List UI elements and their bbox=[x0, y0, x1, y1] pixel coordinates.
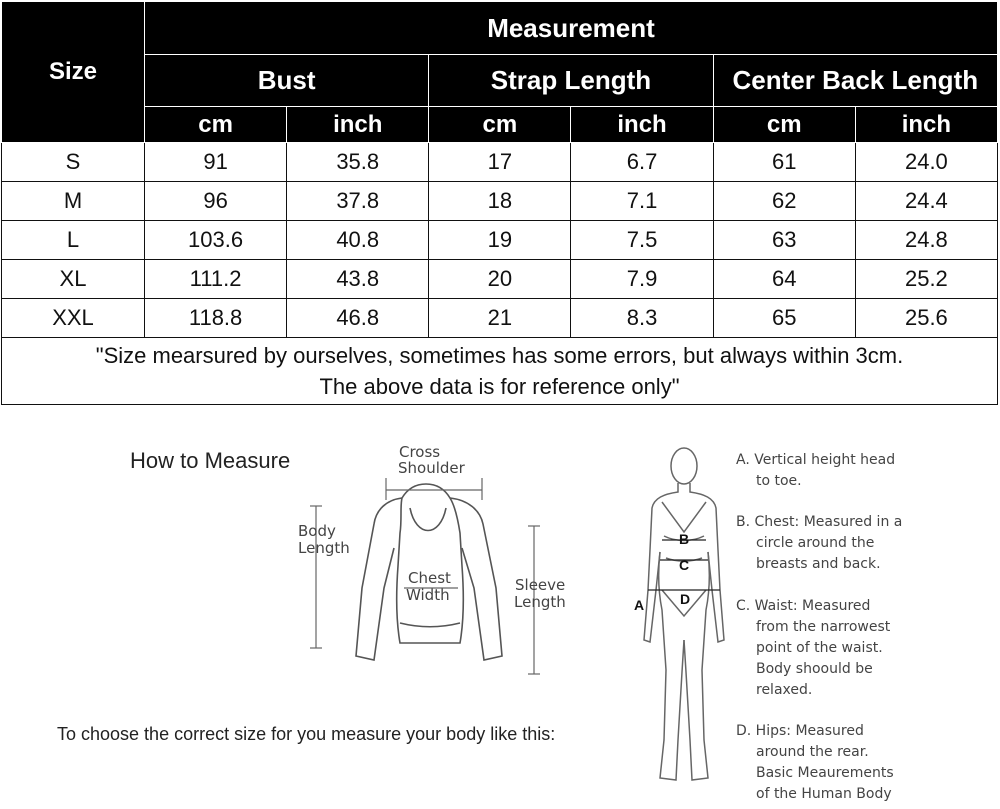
table-cell: 91 bbox=[145, 143, 287, 182]
table-cell: 64 bbox=[713, 260, 855, 299]
table-cell: 35.8 bbox=[287, 143, 429, 182]
table-row bbox=[2, 182, 998, 221]
description-line: from the narrowest bbox=[756, 619, 891, 635]
description-line: to toe. bbox=[756, 473, 802, 489]
table-cell: 20 bbox=[429, 260, 571, 299]
marker-b: B bbox=[679, 531, 690, 547]
cross-shoulder-label-2: Shoulder bbox=[398, 459, 465, 477]
unit-header: inch bbox=[571, 107, 713, 143]
table-cell: 17 bbox=[429, 143, 571, 182]
sleeve-length-label-2: Length bbox=[514, 593, 566, 611]
chest-width-label-1: Chest bbox=[408, 569, 451, 587]
note-line-2: The above data is for reference only" bbox=[319, 374, 680, 399]
table-cell: 25.6 bbox=[855, 299, 997, 338]
size-note bbox=[2, 338, 998, 405]
table-cell: 24.0 bbox=[855, 143, 997, 182]
table-cell: 7.5 bbox=[571, 221, 713, 260]
note-row bbox=[2, 338, 998, 405]
table-cell: 118.8 bbox=[145, 299, 287, 338]
description-c bbox=[736, 596, 890, 701]
header-row-units bbox=[2, 107, 998, 143]
measurement-header: Measurement bbox=[145, 2, 998, 55]
description-a bbox=[736, 450, 895, 492]
body-length-label-2: Length bbox=[298, 539, 350, 557]
body-length-label-1: Body bbox=[298, 522, 336, 540]
unit-header: inch bbox=[287, 107, 429, 143]
description-line: B. Chest: Measured in a bbox=[736, 514, 903, 530]
table-cell: 6.7 bbox=[571, 143, 713, 182]
size-cell: XL bbox=[2, 260, 145, 299]
description-line: around the rear. bbox=[756, 744, 869, 760]
description-line: Body shoould be bbox=[756, 661, 873, 677]
size-chart-table bbox=[1, 1, 998, 405]
description-line: D. Hips: Measured bbox=[736, 723, 864, 739]
size-cell: M bbox=[2, 182, 145, 221]
table-cell: 25.2 bbox=[855, 260, 997, 299]
description-line: Basic Meaurements bbox=[756, 765, 894, 781]
header-row-measurement bbox=[2, 2, 998, 55]
table-cell: 61 bbox=[713, 143, 855, 182]
marker-a: A bbox=[634, 597, 645, 613]
description-line: circle around the bbox=[756, 535, 875, 551]
marker-d: D bbox=[680, 591, 691, 607]
shirt-measure-diagram bbox=[290, 438, 580, 688]
description-line: of the Human Body bbox=[756, 786, 892, 802]
note-line-1: "Size mearsured by ourselves, sometimes has some errors, but always within 3cm. bbox=[95, 343, 904, 368]
table-row bbox=[2, 260, 998, 299]
measure-instruction: To choose the correct size for you measure your body like this: bbox=[57, 724, 556, 744]
table-cell: 24.8 bbox=[855, 221, 997, 260]
header-row-groups bbox=[2, 55, 998, 107]
table-cell: 24.4 bbox=[855, 182, 997, 221]
table-cell: 43.8 bbox=[287, 260, 429, 299]
body-figure bbox=[620, 440, 730, 790]
sleeve-length-label-1: Sleeve bbox=[515, 576, 566, 594]
table-cell: 7.9 bbox=[571, 260, 713, 299]
unit-header: cm bbox=[713, 107, 855, 143]
bust-header: Bust bbox=[145, 55, 429, 107]
table-cell: 7.1 bbox=[571, 182, 713, 221]
description-line: C. Waist: Measured bbox=[736, 598, 871, 614]
table-cell: 8.3 bbox=[571, 299, 713, 338]
description-line: point of the waist. bbox=[756, 640, 883, 656]
unit-header: cm bbox=[145, 107, 287, 143]
body-outline bbox=[644, 448, 724, 780]
how-to-measure-title: How to Measure bbox=[130, 448, 291, 473]
table-cell: 62 bbox=[713, 182, 855, 221]
size-header: Size bbox=[2, 2, 145, 143]
table-cell: 18 bbox=[429, 182, 571, 221]
table-cell: 46.8 bbox=[287, 299, 429, 338]
table-row bbox=[2, 143, 998, 182]
size-cell: S bbox=[2, 143, 145, 182]
table-cell: 40.8 bbox=[287, 221, 429, 260]
size-cell: XXL bbox=[2, 299, 145, 338]
table-cell: 111.2 bbox=[145, 260, 287, 299]
chest-width-label-2: Width bbox=[406, 586, 450, 604]
table-cell: 37.8 bbox=[287, 182, 429, 221]
table-row bbox=[2, 299, 998, 338]
table-cell: 21 bbox=[429, 299, 571, 338]
table-cell: 103.6 bbox=[145, 221, 287, 260]
description-line: breasts and back. bbox=[756, 556, 881, 572]
unit-header: cm bbox=[429, 107, 571, 143]
table-cell: 65 bbox=[713, 299, 855, 338]
cross-shoulder-label-1: Cross bbox=[399, 443, 441, 461]
unit-header: inch bbox=[855, 107, 997, 143]
table-row bbox=[2, 221, 998, 260]
table-cell: 63 bbox=[713, 221, 855, 260]
description-d bbox=[736, 721, 894, 805]
size-cell: L bbox=[2, 221, 145, 260]
description-b bbox=[736, 512, 902, 575]
table-cell: 19 bbox=[429, 221, 571, 260]
strap-length-header: Strap Length bbox=[429, 55, 713, 107]
description-line: A. Vertical height head bbox=[736, 452, 896, 468]
description-line: relaxed. bbox=[756, 682, 813, 698]
center-back-length-header: Center Back Length bbox=[713, 55, 997, 107]
marker-c: C bbox=[679, 557, 690, 573]
table-cell: 96 bbox=[145, 182, 287, 221]
